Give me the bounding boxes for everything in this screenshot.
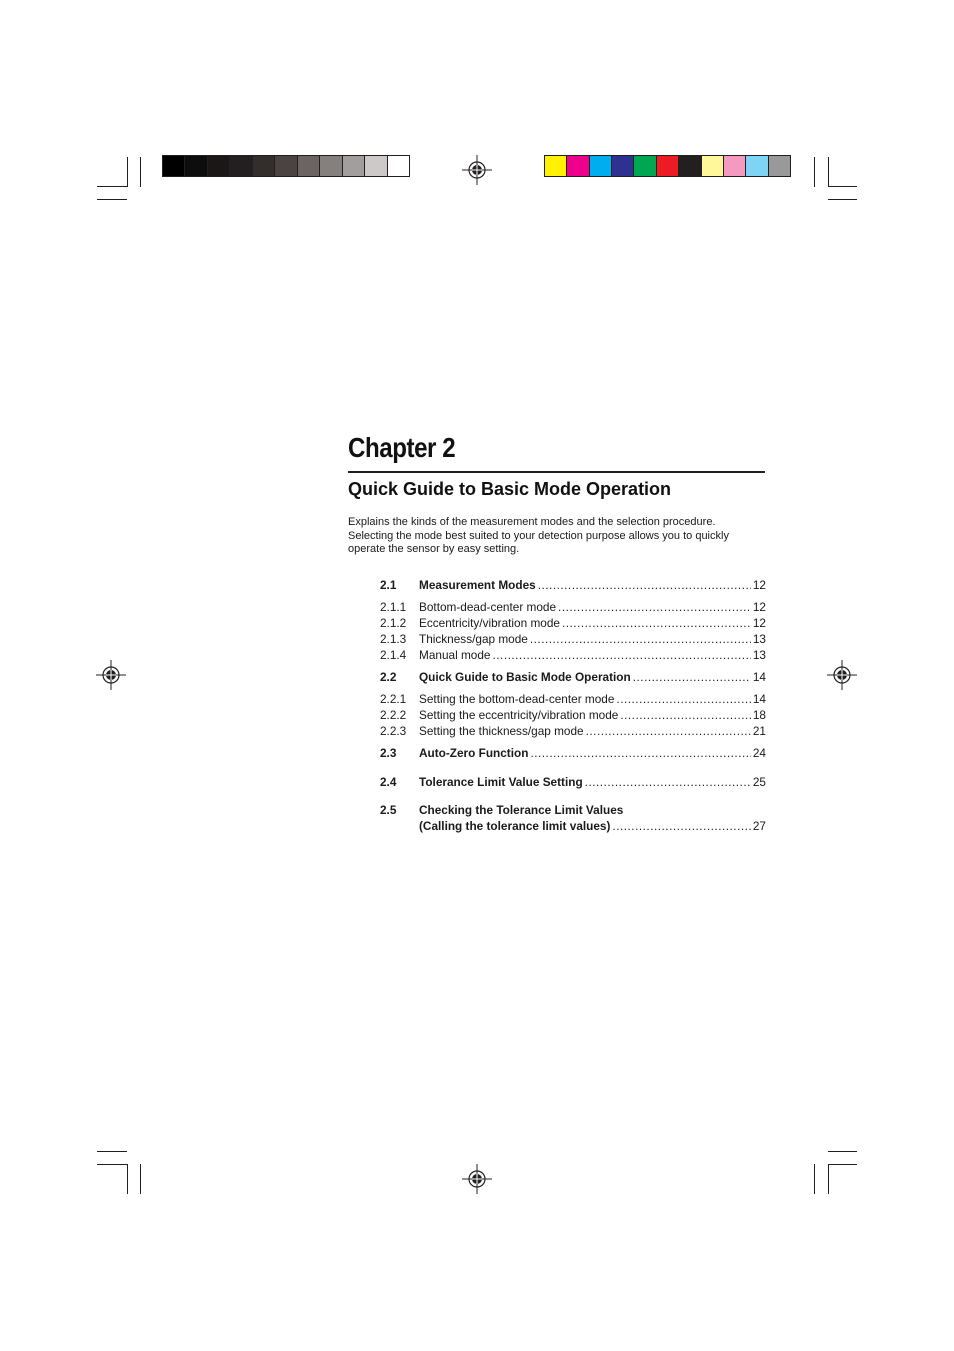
toc-dot-leader [612,819,750,833]
toc-entry-title: Setting the bottom-dead-center mode [419,692,615,706]
crop-mark [127,1164,128,1194]
crop-mark [828,1151,857,1152]
toc-entry-number: 2.1.1 [380,600,407,614]
color-swatch [723,156,745,176]
toc-dot-leader [586,724,751,738]
color-swatch [184,156,206,176]
color-swatch [387,156,409,176]
toc-entry-page: 13 [752,632,766,646]
toc-entry[interactable] [380,648,766,664]
color-swatch [342,156,364,176]
toc-entry-page: 12 [752,600,766,614]
crop-mark [97,1151,127,1152]
toc-entry-page: 24 [752,746,766,760]
toc-entry[interactable] [380,670,766,686]
toc-entry-page: 27 [752,819,766,833]
color-swatch [274,156,296,176]
toc-dot-leader [585,775,751,789]
toc-entry-page: 18 [752,708,766,722]
intro-line: Selecting the mode best suited to your detection purpose allows you to quickly [348,529,729,542]
color-swatch [163,156,184,176]
color-swatch [656,156,678,176]
toc-dot-leader [562,616,751,630]
toc-entry-title: Eccentricity/vibration mode [419,616,560,630]
toc-dot-leader [616,692,750,706]
toc-dot-leader [530,746,750,760]
toc-dot-leader [620,708,751,722]
toc-entry-number: 2.1.2 [380,616,407,630]
toc-dot-leader [492,648,750,662]
registration-mark-icon [462,1164,492,1194]
color-swatch [297,156,319,176]
toc-entry-title: Thickness/gap mode [419,632,528,646]
crop-mark [97,199,127,200]
color-swatch [701,156,723,176]
toc-entry-number: 2.2 [380,670,397,684]
crop-mark [828,157,829,187]
color-swatch [768,156,790,176]
toc-entry-number: 2.1 [380,578,397,592]
chapter-subtitle: Quick Guide to Basic Mode Operation [348,479,672,499]
crop-mark [814,1164,815,1194]
toc-entry-number: 2.4 [380,775,397,789]
crop-mark [828,1164,857,1165]
registration-mark-icon [462,155,492,185]
crop-mark [140,157,141,187]
toc-entry-page: 14 [752,670,766,684]
toc-entry-title: Measurement Modes [419,578,536,592]
toc-entry-page: 14 [752,692,766,706]
title-divider [348,471,765,473]
color-swatch [633,156,655,176]
toc-entry[interactable] [380,632,766,648]
crop-mark [814,157,815,187]
registration-mark-icon [827,660,857,690]
toc-dot-leader [538,578,751,592]
toc-entry-title: Checking the Tolerance Limit Values [419,803,624,817]
toc-dot-leader [530,632,751,646]
color-swatch [745,156,767,176]
intro-line: operate the sensor by easy setting. [348,543,520,556]
toc-entry-number: 2.1.4 [380,648,407,662]
toc-entry-title: Tolerance Limit Value Setting [419,775,583,789]
crop-mark [828,186,857,187]
toc-entry-title: Auto-Zero Function [419,746,529,760]
color-swatch [364,156,386,176]
color-swatch [566,156,588,176]
toc-entry-title: Setting the eccentricity/vibration mode [419,708,619,722]
color-swatch [229,156,251,176]
toc-entry-page: 13 [752,648,766,662]
toc-entry[interactable] [380,692,766,708]
toc-entry-title: Setting the thickness/gap mode [419,724,584,738]
crop-mark [97,186,127,187]
toc-entry-page: 12 [752,616,766,630]
toc-entry-title: Manual mode [419,648,491,662]
toc-entry-number: 2.3 [380,746,397,760]
toc-dot-leader [633,670,751,684]
toc-entry-number: 2.2.2 [380,708,407,722]
crop-mark [140,1164,141,1194]
crop-mark [127,157,128,187]
color-swatch [319,156,341,176]
color-swatch [589,156,611,176]
process-color-bar [544,155,791,177]
toc-entry-page: 25 [752,775,766,789]
toc-entry[interactable] [380,616,766,632]
color-swatch [545,156,566,176]
toc-entry-title: (Calling the tolerance limit values) [419,819,611,833]
color-swatch [611,156,633,176]
toc-entry-number: 2.2.3 [380,724,407,738]
toc-entry-number: 2.5 [380,803,397,817]
registration-mark-icon [96,660,126,690]
toc-entry[interactable] [380,819,766,835]
toc-dot-leader [558,600,751,614]
toc-entry-page: 12 [752,578,766,592]
toc-entry-title: Quick Guide to Basic Mode Operation [419,670,631,684]
toc-entry[interactable] [380,746,766,762]
toc-entry-title: Bottom-dead-center mode [419,600,557,614]
toc-entry[interactable] [380,708,766,724]
toc-entry[interactable] [380,578,766,594]
chapter-title: Chapter 2 [348,432,456,463]
chapter-intro [348,516,768,557]
toc-entry[interactable] [380,600,766,616]
intro-line: Explains the kinds of the measurement modes and the selection procedure. [348,516,716,528]
color-swatch [252,156,274,176]
crop-mark [97,1164,127,1165]
color-swatch [678,156,700,176]
crop-mark [828,199,857,200]
toc-entry[interactable] [380,775,766,791]
toc-entry-number: 2.1.3 [380,632,407,646]
grayscale-color-bar [162,155,410,177]
toc-entry-number: 2.2.1 [380,692,407,706]
toc-entry-page: 21 [752,724,766,738]
color-swatch [207,156,229,176]
toc-entry[interactable] [380,724,766,740]
crop-mark [828,1164,829,1194]
